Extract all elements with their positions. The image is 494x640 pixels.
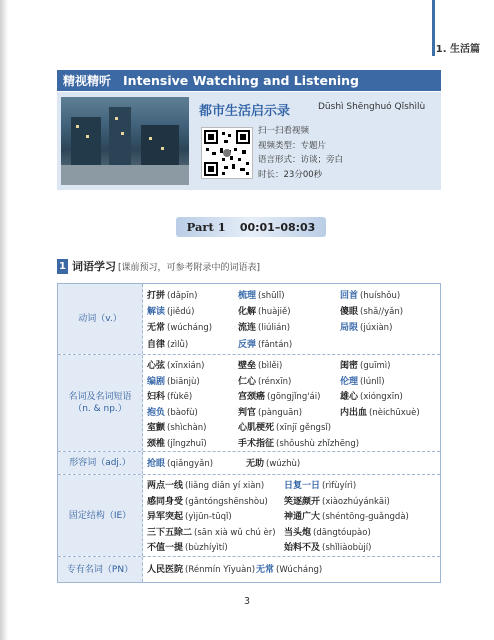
- vocab-row-verb: [58, 284, 440, 355]
- vocab-hanzi: 闺密: [340, 361, 359, 371]
- vocab-word: [284, 494, 390, 507]
- vocab-hanzi: 手术指征: [238, 439, 275, 449]
- section-band-en: Intensive Watching and Listening: [123, 73, 359, 88]
- vocab-pinyin: (xīnjī gěngsǐ): [276, 423, 332, 434]
- vocab-pinyin: (sān xià wǔ chú èr): [194, 527, 276, 538]
- category-proper: 专有名词（PN）: [58, 557, 143, 582]
- vocab-hanzi: 壁垒: [238, 361, 257, 371]
- vocab-word: [147, 509, 232, 522]
- vocab-pinyin: (nèichūxuè): [369, 407, 420, 418]
- vocab-hanzi: 雄心: [340, 392, 359, 403]
- vocab-hanzi: 日复一日: [284, 481, 321, 491]
- vocab-pinyin: (lúnlǐ): [360, 376, 385, 387]
- vocab-hanzi: 两点一线: [147, 481, 184, 491]
- vocab-word: [147, 288, 197, 301]
- vocab-row-fixed: [58, 475, 440, 557]
- vocab-hanzi: 异军突起: [147, 512, 184, 523]
- vocab-hanzi: 流连: [238, 323, 257, 334]
- vocab-word: [147, 525, 276, 538]
- vocab-pinyin: (xiàozhúyánkāi): [322, 496, 390, 507]
- vocab-word: [340, 374, 385, 387]
- vocab-word: [147, 436, 207, 449]
- vocab-pinyin: (wúzhù): [266, 459, 301, 469]
- vocab-pinyin: (gōngjǐng'ái): [267, 392, 321, 403]
- vocab-hanzi: 笑逐颜开: [284, 496, 321, 507]
- vocab-hanzi: 当头炮: [284, 527, 312, 538]
- vocab-pinyin: (rénxīn): [258, 376, 292, 387]
- vocab-hanzi: 不值一提: [147, 543, 184, 554]
- vocab-pinyin: (huíshǒu): [360, 291, 401, 301]
- vocab-word: [147, 320, 212, 333]
- vocab-word: [238, 288, 285, 301]
- category-fixed: 固定结构（IE）: [58, 475, 143, 556]
- vocab-hanzi: 无助: [246, 459, 265, 469]
- section-band-zh: 精视精听: [63, 74, 112, 88]
- vocab-word: [256, 562, 322, 575]
- vocab-hanzi: 抱负: [147, 407, 166, 418]
- vocab-section-heading: [57, 258, 260, 274]
- vocab-pinyin: (dǎpīn): [167, 291, 198, 301]
- vocab-word: [340, 358, 390, 371]
- vocab-word: [147, 420, 206, 433]
- vocab-hanzi: 神通广大: [284, 512, 321, 523]
- vocab-word: [284, 525, 371, 538]
- city-photo: [61, 97, 189, 185]
- vocab-pinyin: (shǐliàobùjí): [322, 543, 372, 554]
- vocab-word: [147, 456, 213, 469]
- vocab-pinyin: (Rénmín Yīyuàn): [185, 565, 256, 575]
- vocab-word: [340, 405, 420, 418]
- vocab-pinyin: (xióngxīn): [360, 392, 403, 403]
- section-note: [课前预习，可参考附录中的词语表]: [118, 262, 261, 273]
- vocab-pinyin: (qiǎngyǎn): [167, 459, 214, 469]
- vocab-hanzi: 妇科: [147, 392, 166, 403]
- vocab-pinyin: (dāngtóupào): [313, 527, 371, 538]
- vocab-word: [238, 389, 320, 402]
- vocab-pinyin: (xīnxián): [167, 361, 205, 371]
- vocab-word: [147, 337, 188, 350]
- vocab-pinyin: (yìjūn-tūqǐ): [185, 512, 232, 523]
- vocab-word: [284, 478, 356, 491]
- vocab-hanzi: 始料不及: [284, 543, 321, 554]
- vocab-word: [238, 374, 291, 387]
- vocab-word: [238, 337, 292, 350]
- vocab-word: [238, 358, 282, 371]
- vocab-hanzi: 局限: [340, 323, 359, 334]
- category-noun: 名词及名词短语 （n. & np.）: [58, 355, 143, 451]
- vocab-pinyin: (gǎntóngshēnshòu): [185, 496, 268, 507]
- chapter-accent-bar: [432, 0, 435, 56]
- vocab-pinyin: (jiědú): [167, 307, 195, 318]
- vocab-hanzi: 颈椎: [147, 439, 166, 449]
- documentary-pinyin: Dūshì Shēnghuó Qǐshìlù: [318, 102, 426, 112]
- category-adj: 形容词（adj.）: [58, 452, 143, 474]
- vocab-word: [340, 304, 403, 317]
- section-band: [57, 70, 441, 91]
- vocab-hanzi: 解读: [147, 307, 166, 318]
- vocab-pinyin: (zìlǜ): [167, 339, 189, 350]
- documentary-title: 都市生活启示录: [199, 104, 291, 119]
- vocab-hanzi: 仁心: [238, 376, 257, 387]
- vocab-pinyin: (bàofù): [167, 407, 198, 418]
- vocab-hanzi: 三下五除二: [147, 527, 193, 538]
- vocab-hanzi: 打拼: [147, 291, 166, 301]
- page-number: 3: [243, 596, 251, 607]
- vocab-pinyin: (rìfùyírì): [322, 481, 357, 491]
- vocab-word: [238, 436, 359, 449]
- vocab-pinyin: (fùkē): [167, 392, 193, 403]
- category-verb: 动词（v.）: [58, 284, 143, 354]
- vocab-word: [147, 358, 204, 371]
- vocab-word: [284, 540, 371, 553]
- vocab-word: [340, 389, 403, 402]
- vocab-word: [147, 405, 198, 418]
- vocab-word: [284, 509, 409, 522]
- meta-language: 语言形式：访谈；旁白: [258, 155, 344, 165]
- vocab-hanzi: 人民医院: [147, 565, 184, 575]
- vocab-pinyin: (jǐngzhuī): [167, 439, 207, 449]
- chapter-label: 1. 生活篇: [435, 44, 480, 55]
- vocab-pinyin: (shūlǐ): [258, 291, 285, 301]
- vocab-word: [147, 540, 228, 553]
- vocab-hanzi: 回首: [340, 291, 359, 301]
- vocab-pinyin: (júxiàn): [360, 323, 393, 334]
- vocab-word: [147, 478, 264, 491]
- vocab-hanzi: 抢眼: [147, 459, 166, 469]
- meta-type: 视频类型：专题片: [258, 140, 327, 151]
- vocab-pinyin: (shìchàn): [167, 423, 207, 434]
- video-meta: [258, 124, 343, 182]
- vocab-word: [238, 304, 291, 317]
- section-number: 1: [57, 259, 68, 274]
- vocab-word: [238, 405, 302, 418]
- part-label: Part 1: [186, 220, 226, 234]
- vocab-pinyin: (shéntōng-guǎngdà): [322, 512, 409, 523]
- vocab-hanzi: 伦理: [340, 376, 359, 387]
- vocab-pinyin: (shǎ//yǎn): [360, 307, 404, 318]
- vocab-word: [238, 320, 290, 333]
- vocab-word: [340, 320, 392, 333]
- vocab-hanzi: 感同身受: [147, 496, 184, 507]
- vocab-row-adj: [58, 452, 440, 475]
- vocab-hanzi: 自律: [147, 339, 166, 350]
- vocab-hanzi: 梳理: [238, 291, 257, 301]
- part-time: 00:01–08:03: [239, 220, 316, 234]
- page-edge-shadow: [0, 0, 8, 640]
- vocab-pinyin: (guīmì): [360, 361, 391, 371]
- section-title: 词语学习: [72, 260, 116, 273]
- vocab-word: [246, 456, 300, 469]
- vocab-word: [147, 304, 194, 317]
- vocab-pinyin: (bìlěi): [258, 361, 283, 371]
- vocab-row-noun: [58, 355, 440, 452]
- vocab-pinyin: (liǎng diǎn yí xiàn): [185, 481, 265, 491]
- vocab-hanzi: 化解: [238, 307, 257, 318]
- vocab-hanzi: 室颤: [147, 423, 166, 434]
- meta-scan: 扫一扫看视频: [258, 126, 310, 136]
- vocab-pinyin: (biānjù): [167, 376, 200, 387]
- vocab-hanzi: 心弦: [147, 361, 166, 371]
- vocab-word: [147, 494, 268, 507]
- vocab-hanzi: 反弹: [238, 339, 257, 350]
- vocab-word: [147, 562, 255, 575]
- vocab-hanzi: 编剧: [147, 376, 166, 387]
- vocab-pinyin: (fǎntán): [258, 339, 293, 350]
- vocab-pinyin: (bùzhíyìtí): [185, 543, 228, 554]
- vocab-pinyin: (liúlián): [258, 323, 291, 334]
- vocab-table: [57, 283, 441, 583]
- vocab-hanzi: 无常: [147, 323, 166, 334]
- meta-duration: 时长：23分00秒: [258, 169, 323, 180]
- vocab-pinyin: (huàjiě): [258, 307, 291, 318]
- vocab-hanzi: 判官: [238, 407, 257, 418]
- vocab-hanzi: 无常: [256, 565, 275, 575]
- vocab-word: [147, 389, 192, 402]
- vocab-hanzi: 傻眼: [340, 307, 359, 318]
- vocab-pinyin: (shǒushù zhǐzhēng): [276, 439, 360, 449]
- qr-code-icon[interactable]: [201, 127, 253, 179]
- vocab-pinyin: (wúcháng): [167, 323, 213, 334]
- vocab-pinyin: (pànguān): [258, 407, 303, 418]
- vocab-hanzi: 内出血: [340, 407, 368, 418]
- vocab-word: [147, 374, 200, 387]
- vocab-word: [238, 420, 331, 433]
- vocab-hanzi: 心肌梗死: [238, 423, 275, 434]
- part-header: [176, 217, 326, 237]
- vocab-word: [340, 288, 400, 301]
- vocab-row-proper: [58, 557, 440, 582]
- vocab-pinyin: (Wúcháng): [276, 565, 323, 575]
- vocab-hanzi: 宫颈癌: [238, 392, 266, 403]
